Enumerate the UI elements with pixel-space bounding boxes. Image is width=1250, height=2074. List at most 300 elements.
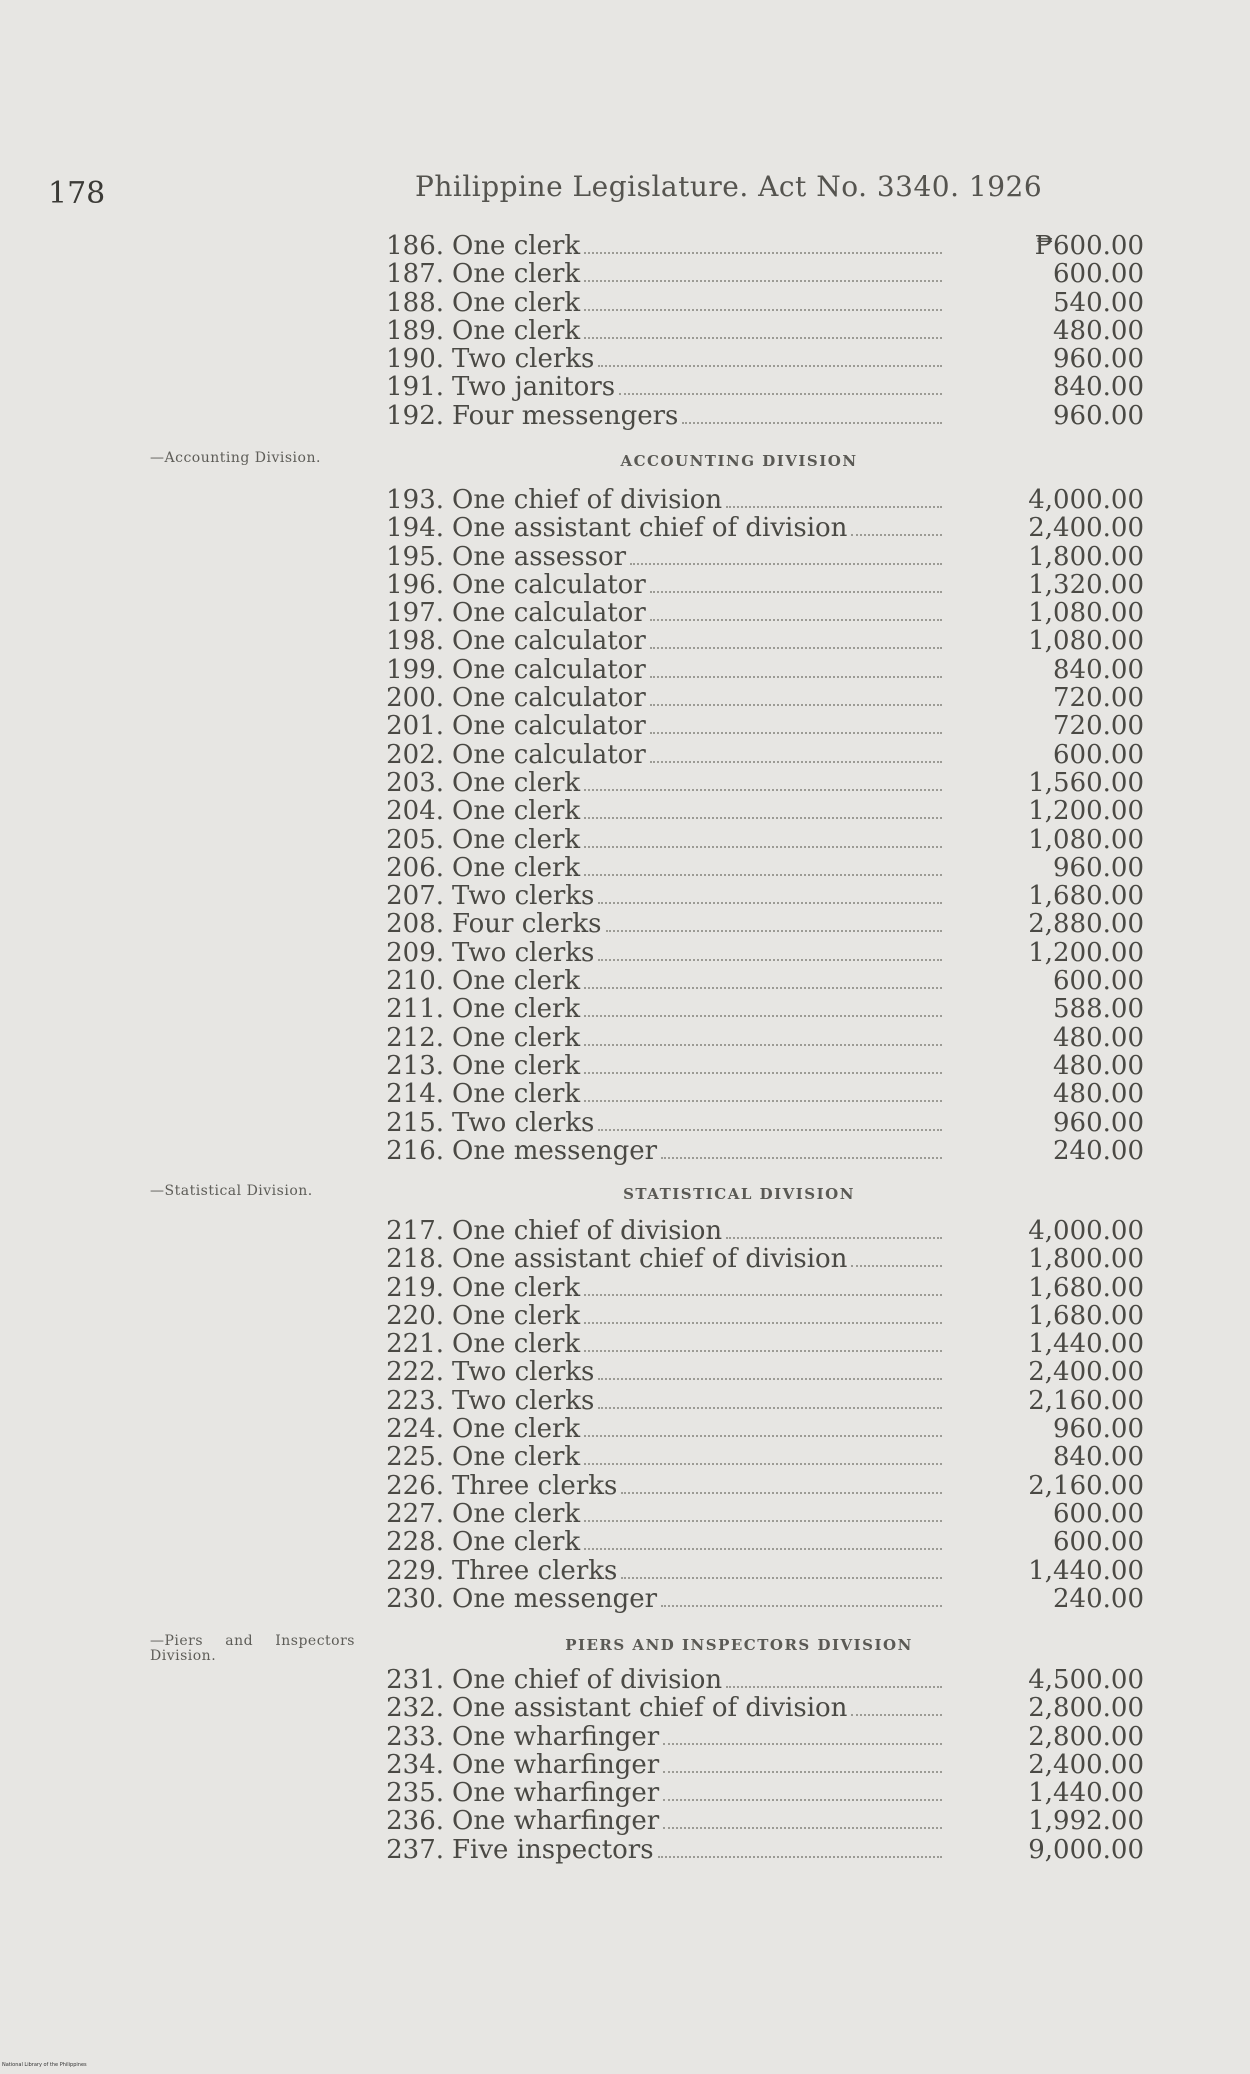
item-label-wrap (452, 1358, 942, 1386)
list-item (384, 1080, 1144, 1108)
item-number: 226. (386, 1470, 444, 1501)
list-item (384, 1779, 1144, 1807)
item-label: One clerk (452, 232, 581, 260)
dot-leader (650, 601, 942, 621)
item-label-wrap (452, 289, 942, 317)
item-label-wrap (452, 317, 942, 345)
item-number: 235. (386, 1778, 444, 1809)
item-number: 208. (386, 909, 444, 940)
list-item (384, 1585, 1144, 1613)
dot-leader (663, 1809, 942, 1829)
item-number: 190. (386, 344, 444, 375)
item-number: 230. (386, 1583, 444, 1614)
dot-leader (598, 1360, 942, 1380)
dot-leader (726, 1668, 942, 1688)
list-item (384, 995, 1144, 1023)
item-number: 223. (386, 1385, 444, 1416)
item-amount: 2,160.00 (1028, 1470, 1144, 1501)
dot-leader (661, 1587, 942, 1607)
dot-leader (584, 856, 942, 876)
item-label-wrap (452, 1415, 942, 1443)
list-item (384, 656, 1144, 684)
item-label: Two clerks (452, 938, 595, 967)
item-label-wrap (452, 1500, 942, 1528)
item-number: 201. (386, 711, 444, 742)
item-label: One calculator (452, 684, 646, 713)
item-label-wrap (452, 656, 942, 684)
item-label: One clerk (452, 288, 581, 317)
item-label-wrap (452, 1779, 942, 1807)
item-number: 232. (386, 1693, 444, 1724)
list-item (384, 1358, 1144, 1386)
list-item (384, 1387, 1144, 1415)
item-label: One wharfinger (452, 1807, 660, 1836)
dot-leader (584, 771, 942, 791)
dot-leader (726, 1219, 942, 1239)
item-amount: 1,440.00 (1028, 1555, 1144, 1586)
item-label: One clerk (452, 1499, 581, 1528)
list-item (384, 1557, 1144, 1585)
dot-leader (584, 1026, 942, 1046)
item-label: One calculator (452, 655, 646, 684)
running-head: Philippine Legislature. Act No. 3340. 1926 (415, 170, 1043, 203)
item-label: One clerk (452, 853, 581, 882)
item-label: One clerk (452, 825, 581, 854)
dot-leader (650, 743, 942, 763)
item-label-wrap (452, 373, 942, 401)
item-label: One clerk (452, 1273, 581, 1302)
list-item (384, 514, 1144, 542)
dot-leader (584, 1082, 942, 1102)
item-amount: 588.00 (1053, 994, 1144, 1025)
item-label-wrap (452, 910, 942, 938)
item-label: One clerk (452, 1330, 581, 1359)
item-number: 195. (386, 541, 444, 572)
item-label: One clerk (452, 1415, 581, 1444)
item-label: One clerk (452, 1301, 581, 1330)
list-item (384, 854, 1144, 882)
item-label-wrap (452, 260, 942, 288)
list-item (384, 1500, 1144, 1528)
item-label-wrap (452, 1109, 942, 1137)
item-label-wrap (452, 1694, 942, 1722)
list-item (384, 599, 1144, 627)
dot-leader (851, 1247, 942, 1267)
dot-leader (621, 1474, 942, 1494)
dot-leader (584, 1530, 942, 1550)
list-item (384, 1807, 1144, 1835)
item-amount: 2,880.00 (1028, 909, 1144, 940)
dot-leader (851, 1696, 942, 1716)
item-number: 191. (386, 372, 444, 403)
item-number: 220. (386, 1300, 444, 1331)
dot-leader (650, 686, 942, 706)
item-label: One clerk (452, 1023, 581, 1052)
item-amount: 840.00 (1053, 1442, 1144, 1473)
item-label: Two janitors (452, 373, 616, 402)
item-number: 199. (386, 654, 444, 685)
item-label: One wharfinger (452, 1722, 660, 1751)
item-amount: 960.00 (1053, 344, 1144, 375)
item-label-wrap (452, 939, 942, 967)
item-number: 206. (386, 852, 444, 883)
list-item (384, 967, 1144, 995)
item-label-wrap (452, 599, 942, 627)
item-amount: 960.00 (1053, 1107, 1144, 1138)
item-amount: 1,800.00 (1028, 541, 1144, 572)
item-label: One clerk (452, 797, 581, 826)
item-amount: 4,500.00 (1028, 1665, 1144, 1695)
item-amount: 480.00 (1053, 1050, 1144, 1081)
list-item (384, 1528, 1144, 1556)
item-label-wrap (452, 769, 942, 797)
item-amount: 480.00 (1053, 1022, 1144, 1053)
item-label-wrap (452, 1585, 942, 1613)
item-amount: 240.00 (1053, 1583, 1144, 1614)
item-amount: 720.00 (1053, 683, 1144, 714)
item-amount: 1,992.00 (1028, 1806, 1144, 1837)
item-list (384, 1666, 1144, 1864)
item-label: One clerk (452, 316, 581, 345)
item-number: 225. (386, 1442, 444, 1473)
item-number: 233. (386, 1721, 444, 1752)
item-amount: 2,800.00 (1028, 1693, 1144, 1724)
item-label-wrap (452, 684, 942, 712)
item-number: 222. (386, 1357, 444, 1388)
item-label: One messenger (452, 1136, 658, 1165)
item-amount: 1,200.00 (1028, 796, 1144, 827)
dot-leader (584, 291, 942, 311)
item-amount: 240.00 (1053, 1135, 1144, 1166)
list-item (384, 260, 1144, 288)
item-label-wrap (452, 1723, 942, 1751)
dot-leader (663, 1753, 942, 1773)
footer-credit: National Library of the Philippines (2, 2062, 87, 2068)
item-label: One clerk (452, 1051, 581, 1080)
item-number: 186. (386, 231, 444, 261)
item-label-wrap (452, 797, 942, 825)
list-item (384, 486, 1144, 514)
dot-leader (584, 1304, 942, 1324)
item-label-wrap (452, 995, 942, 1023)
item-label-wrap (452, 1836, 942, 1864)
item-label: One calculator (452, 627, 646, 656)
item-label: One calculator (452, 570, 646, 599)
dot-leader (682, 404, 942, 424)
item-number: 221. (386, 1329, 444, 1360)
dot-leader (584, 799, 942, 819)
item-amount: 600.00 (1053, 1527, 1144, 1558)
item-amount: 540.00 (1053, 287, 1144, 318)
list-item (384, 1472, 1144, 1500)
item-label-wrap (452, 1217, 942, 1245)
list-item (384, 712, 1144, 740)
dot-leader (584, 1502, 942, 1522)
item-amount: 960.00 (1053, 400, 1144, 431)
item-label-wrap (452, 882, 942, 910)
list-item (384, 317, 1144, 345)
item-amount: 960.00 (1053, 1414, 1144, 1445)
section-heading-piers: PIERS AND INSPECTORS DIVISION (565, 1636, 913, 1654)
list-item (384, 1302, 1144, 1330)
item-amount: 1,560.00 (1028, 767, 1144, 798)
item-number: 187. (386, 259, 444, 290)
item-number: 210. (386, 966, 444, 997)
item-label-wrap (452, 712, 942, 740)
item-amount: 1,200.00 (1028, 937, 1144, 968)
dot-leader (650, 573, 942, 593)
item-amount: 480.00 (1053, 315, 1144, 346)
list-item (384, 1723, 1144, 1751)
item-number: 227. (386, 1498, 444, 1529)
dot-leader (663, 1725, 942, 1745)
item-amount: 1,440.00 (1028, 1778, 1144, 1809)
item-label-wrap (452, 1557, 942, 1585)
item-number: 202. (386, 739, 444, 770)
list-item (384, 1052, 1144, 1080)
margin-note-accounting: —Accounting Division. (150, 450, 321, 466)
dot-leader (584, 1332, 942, 1352)
item-label: One chief of division (452, 1666, 723, 1694)
dot-leader (584, 1417, 942, 1437)
item-label: Three clerks (452, 1556, 618, 1585)
item-amount: 480.00 (1053, 1079, 1144, 1110)
dot-leader (630, 545, 942, 565)
list-item (384, 345, 1144, 373)
list-item (384, 769, 1144, 797)
item-number: 196. (386, 569, 444, 600)
item-label: One wharfinger (452, 1779, 660, 1808)
item-amount: 2,400.00 (1028, 513, 1144, 544)
item-number: 217. (386, 1216, 444, 1246)
item-number: 224. (386, 1414, 444, 1445)
item-label-wrap (452, 1751, 942, 1779)
list-item (384, 1330, 1144, 1358)
list-item (384, 1217, 1144, 1245)
item-label-wrap (452, 1137, 942, 1165)
item-amount: 2,160.00 (1028, 1385, 1144, 1416)
list-item (384, 1109, 1144, 1137)
item-label: One wharfinger (452, 1750, 660, 1779)
dot-leader (650, 629, 942, 649)
item-number: 212. (386, 1022, 444, 1053)
list-item (384, 741, 1144, 769)
list-item (384, 627, 1144, 655)
item-amount: 840.00 (1053, 654, 1144, 685)
item-number: 198. (386, 626, 444, 657)
item-label: One calculator (452, 712, 646, 741)
item-label: Four clerks (452, 910, 602, 939)
dot-leader (598, 1389, 942, 1409)
list-item (384, 232, 1144, 260)
item-number: 234. (386, 1749, 444, 1780)
item-label-wrap (452, 1274, 942, 1302)
item-number: 214. (386, 1079, 444, 1110)
dot-leader (598, 347, 942, 367)
list-item (384, 882, 1144, 910)
dot-leader (584, 828, 942, 848)
item-amount: 1,680.00 (1028, 1272, 1144, 1303)
item-amount: 4,000.00 (1028, 1216, 1144, 1246)
item-label: One assistant chief of division (452, 514, 848, 543)
item-amount: 1,680.00 (1028, 1300, 1144, 1331)
dot-leader (584, 969, 942, 989)
item-amount: 600.00 (1053, 739, 1144, 770)
list-item (384, 1274, 1144, 1302)
item-label-wrap (452, 1302, 942, 1330)
page-number: 178 (48, 176, 106, 211)
dot-leader (650, 658, 942, 678)
item-label-wrap (452, 1387, 942, 1415)
item-number: 229. (386, 1555, 444, 1586)
item-amount: 1,680.00 (1028, 881, 1144, 912)
item-label: One assistant chief of division (452, 1245, 848, 1274)
item-amount: 840.00 (1053, 372, 1144, 403)
dot-leader (598, 884, 942, 904)
item-label: Three clerks (452, 1471, 618, 1500)
item-label: One assistant chief of division (452, 1694, 848, 1723)
item-label-wrap (452, 543, 942, 571)
dot-leader (584, 234, 942, 254)
item-amount: 2,400.00 (1028, 1749, 1144, 1780)
margin-note-piers: —Piers and Inspectors Division. (150, 1633, 355, 1664)
item-label: Two clerks (452, 882, 595, 911)
item-amount: 600.00 (1053, 966, 1144, 997)
item-number: 211. (386, 994, 444, 1025)
item-amount: 1,080.00 (1028, 598, 1144, 629)
list-item (384, 910, 1144, 938)
item-number: 207. (386, 881, 444, 912)
item-amount: 1,440.00 (1028, 1329, 1144, 1360)
item-list (384, 486, 1144, 1165)
list-item (384, 1666, 1144, 1694)
item-label-wrap (452, 486, 942, 514)
dot-leader (606, 912, 943, 932)
item-amount: 600.00 (1053, 1498, 1144, 1529)
dot-leader (619, 375, 942, 395)
item-label-wrap (452, 1330, 942, 1358)
item-amount: 4,000.00 (1028, 485, 1144, 515)
dot-leader (584, 262, 942, 282)
margin-note-statistical: —Statistical Division. (150, 1183, 313, 1199)
item-number: 228. (386, 1527, 444, 1558)
item-label: One clerk (452, 995, 581, 1024)
list-item (384, 571, 1144, 599)
list-item (384, 1443, 1144, 1471)
item-number: 205. (386, 824, 444, 855)
item-label-wrap (452, 1080, 942, 1108)
item-label: Two clerks (452, 345, 595, 374)
dot-leader (584, 1276, 942, 1296)
dot-leader (584, 1445, 942, 1465)
item-number: 203. (386, 767, 444, 798)
item-label: One calculator (452, 740, 646, 769)
item-label-wrap (452, 571, 942, 599)
item-label: One clerk (452, 768, 581, 797)
item-label: Four messengers (452, 401, 679, 430)
list-item (384, 402, 1144, 430)
list-item (384, 373, 1144, 401)
dot-leader (726, 488, 942, 508)
item-amount: 600.00 (1053, 259, 1144, 290)
item-number: 193. (386, 485, 444, 515)
list-item (384, 1836, 1144, 1864)
item-number: 218. (386, 1244, 444, 1275)
item-amount: 720.00 (1053, 711, 1144, 742)
item-number: 197. (386, 598, 444, 629)
item-number: 215. (386, 1107, 444, 1138)
item-number: 204. (386, 796, 444, 827)
item-label-wrap (452, 1052, 942, 1080)
item-number: 209. (386, 937, 444, 968)
item-label-wrap (452, 627, 942, 655)
item-label-wrap (452, 402, 942, 430)
item-label-wrap (452, 514, 942, 542)
item-label: One chief of division (452, 486, 723, 514)
item-label-wrap (452, 1245, 942, 1273)
item-label-wrap (452, 967, 942, 995)
item-number: 200. (386, 683, 444, 714)
item-label: Five inspectors (452, 1835, 654, 1864)
item-amount: 2,400.00 (1028, 1357, 1144, 1388)
dot-leader (663, 1781, 942, 1801)
item-label: Two clerks (452, 1358, 595, 1387)
item-amount: 1,800.00 (1028, 1244, 1144, 1275)
item-number: 213. (386, 1050, 444, 1081)
item-number: 237. (386, 1834, 444, 1865)
dot-leader (584, 319, 942, 339)
item-number: 216. (386, 1135, 444, 1166)
list-item (384, 797, 1144, 825)
item-label-wrap (452, 1472, 942, 1500)
item-label-wrap (452, 1024, 942, 1052)
item-amount: 1,320.00 (1028, 569, 1144, 600)
dot-leader (598, 1111, 942, 1131)
list-item (384, 1245, 1144, 1273)
item-amount: 960.00 (1053, 852, 1144, 883)
dot-leader (661, 1139, 942, 1159)
dot-leader (650, 714, 942, 734)
item-number: 194. (386, 513, 444, 544)
item-label-wrap (452, 1666, 942, 1694)
item-number: 192. (386, 400, 444, 431)
list-item (384, 1694, 1144, 1722)
item-number: 236. (386, 1806, 444, 1837)
dot-leader (658, 1838, 942, 1858)
item-label-wrap (452, 1528, 942, 1556)
item-label: One clerk (452, 1443, 581, 1472)
item-amount: 2,800.00 (1028, 1721, 1144, 1752)
item-label: One clerk (452, 967, 581, 996)
item-label-wrap (452, 232, 942, 260)
list-item (384, 1137, 1144, 1165)
list-item (384, 543, 1144, 571)
item-label: Two clerks (452, 1108, 595, 1137)
list-item (384, 1024, 1144, 1052)
item-label-wrap (452, 854, 942, 882)
list-item (384, 826, 1144, 854)
item-number: 188. (386, 287, 444, 318)
item-amount: 9,000.00 (1028, 1834, 1144, 1865)
item-number: 189. (386, 315, 444, 346)
item-label: One messenger (452, 1584, 658, 1613)
item-label: One assessor (452, 542, 627, 571)
item-label-wrap (452, 1443, 942, 1471)
section-heading-statistical: STATISTICAL DIVISION (623, 1185, 855, 1203)
item-number: 231. (386, 1665, 444, 1695)
dot-leader (584, 997, 942, 1017)
item-label: One clerk (452, 260, 581, 289)
